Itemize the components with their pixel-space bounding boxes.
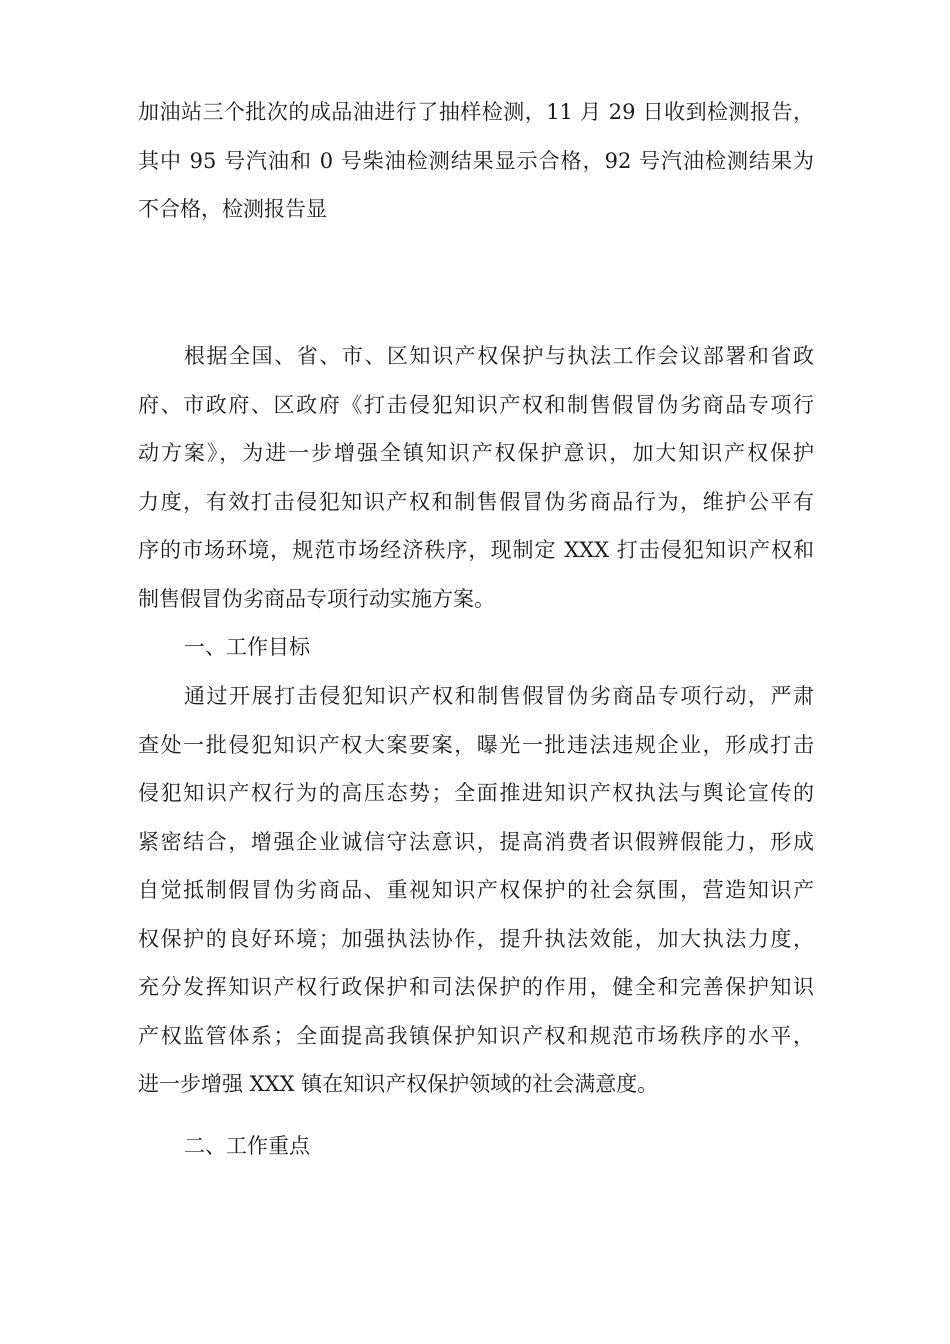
paragraph-line: 查处一批侵犯知识产权大案要案，曝光一批违法违规企业，形成打击 xyxy=(138,732,814,757)
paragraph-line: 府、市政府、区政府《打击侵犯知识产权和制售假冒伪劣商品专项行 xyxy=(138,392,814,417)
paragraph-line: 紧密结合，增强企业诚信守法意识，提高消费者识假辨假能力，形成 xyxy=(138,829,814,854)
paragraph-line: 通过开展打击侵犯知识产权和制售假冒伪劣商品专项行动，严肃 xyxy=(184,684,814,708)
paragraph-line: 自觉抵制假冒伪劣商品、重视知识产权保护的社会氛围，营造知识产 xyxy=(138,878,814,902)
paragraph-line: 其中 95 号汽油和 0 号柴油检测结果显示合格，92 号汽油检测结果为 xyxy=(138,148,814,173)
paragraph-line: 不合格，检测报告显 xyxy=(138,197,327,221)
paragraph-line: 序的市场环境，规范市场经济秩序，现制定 XXX 打击侵犯知识产权和 xyxy=(138,538,814,562)
paragraph-line: 产权监管体系；全面提高我镇保护知识产权和规范市场秩序的水平， xyxy=(138,1023,814,1048)
paragraph-line: 侵犯知识产权行为的高压态势；全面推进知识产权执法与舆论宣传的 xyxy=(138,781,814,805)
paragraph-preamble xyxy=(138,332,814,623)
paragraph-line: 根据全国、省、市、区知识产权保护与执法工作会议部署和省政 xyxy=(184,344,814,368)
paragraph-line: 动方案》，为进一步增强全镇知识产权保护意识，加大知识产权保护 xyxy=(138,441,814,465)
paragraph-line: 权保护的良好环境；加强执法协作，提升执法效能，加大执法力度， xyxy=(138,926,814,951)
paragraph-line: 制售假冒伪劣商品专项行动实施方案。 xyxy=(138,586,495,611)
paragraph-line: 进一步增强 XXX 镇在知识产权保护领域的社会满意度。 xyxy=(138,1072,659,1096)
paragraph-line: 充分发挥知识产权行政保护和司法保护的作用，健全和完善保护知识 xyxy=(138,975,814,999)
section-heading-goals: 一、工作目标 xyxy=(184,635,310,659)
paragraph-line: 加油站三个批次的成品油进行了抽样检测，11 月 29 日收到检测报告， xyxy=(138,100,814,124)
paragraph-line: 力度，有效打击侵犯知识产权和制售假冒伪劣商品行为，维护公平有 xyxy=(138,489,814,514)
paragraph-goals xyxy=(138,672,814,1109)
paragraph-intro xyxy=(138,88,814,234)
section-heading-focus: 二、工作重点 xyxy=(184,1134,310,1158)
